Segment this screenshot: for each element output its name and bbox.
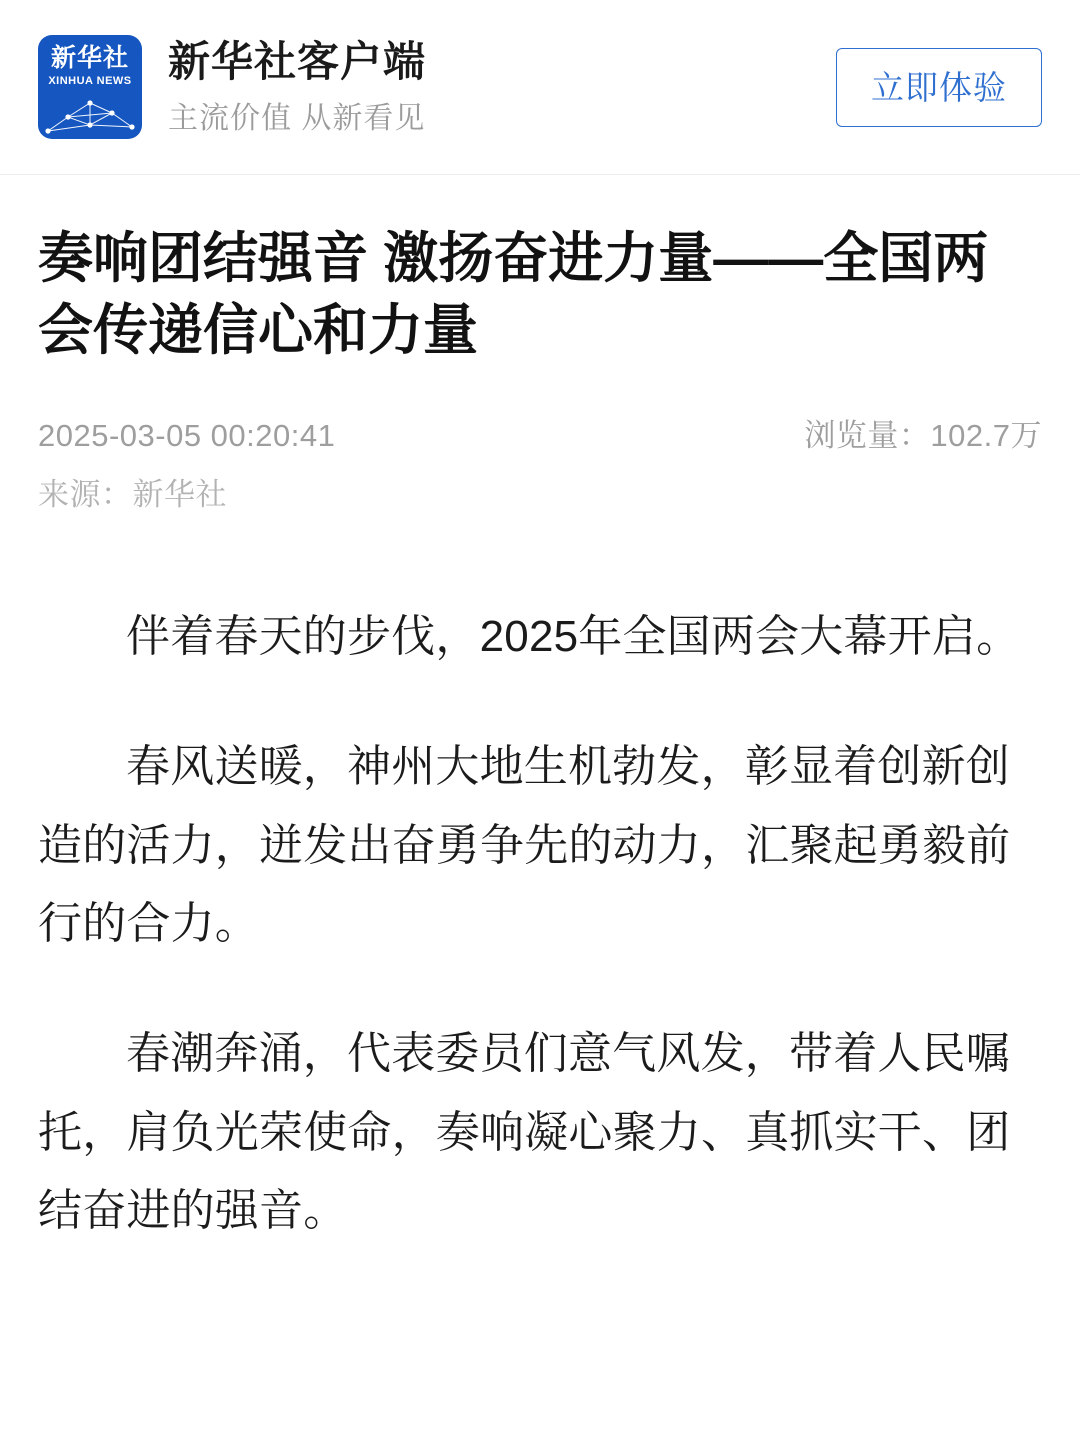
xinhua-logo-icon (38, 35, 142, 139)
app-name: 新华社客户端 (168, 38, 427, 86)
network-graphic-icon (38, 91, 142, 137)
app-promo-bar (0, 0, 1080, 175)
article-container (0, 175, 1080, 1250)
article-paragraph: 伴着春天的步伐，2025年全国两会大幕开启。 (126, 612, 1021, 661)
try-now-button[interactable]: 立即体验 (836, 48, 1042, 127)
article-paragraph: 春潮奔涌，代表委员们意气风发，带着人民嘱托，肩负光荣使命，奏响凝心聚力、真抓实干、团结奋进的强音。 (38, 1029, 1011, 1235)
article-body (38, 598, 1042, 1250)
app-identity (168, 37, 426, 137)
view-count-label: 浏览量： (804, 418, 931, 453)
publish-timestamp: 2025-03-05 00:20:41 (38, 418, 336, 453)
logo-sub-text: XINHUA NEWS (48, 75, 132, 87)
article-source: 来源：新华社 (38, 477, 227, 512)
article-meta (38, 410, 1042, 455)
view-count (804, 410, 1042, 455)
article-paragraph: 春风送暖，神州大地生机勃发，彰显着创新创造的活力，迸发出奋勇争先的动力，汇聚起勇毅前行的合力。 (38, 742, 1011, 948)
page-title: 奏响团结强音 激扬奋进力量——全国两会传递信心和力量 (38, 227, 989, 361)
logo-top-text: 新华社 (50, 44, 129, 72)
view-count-value: 102.7万 (930, 418, 1042, 453)
app-slogan: 主流价值 从新看见 (168, 101, 426, 135)
